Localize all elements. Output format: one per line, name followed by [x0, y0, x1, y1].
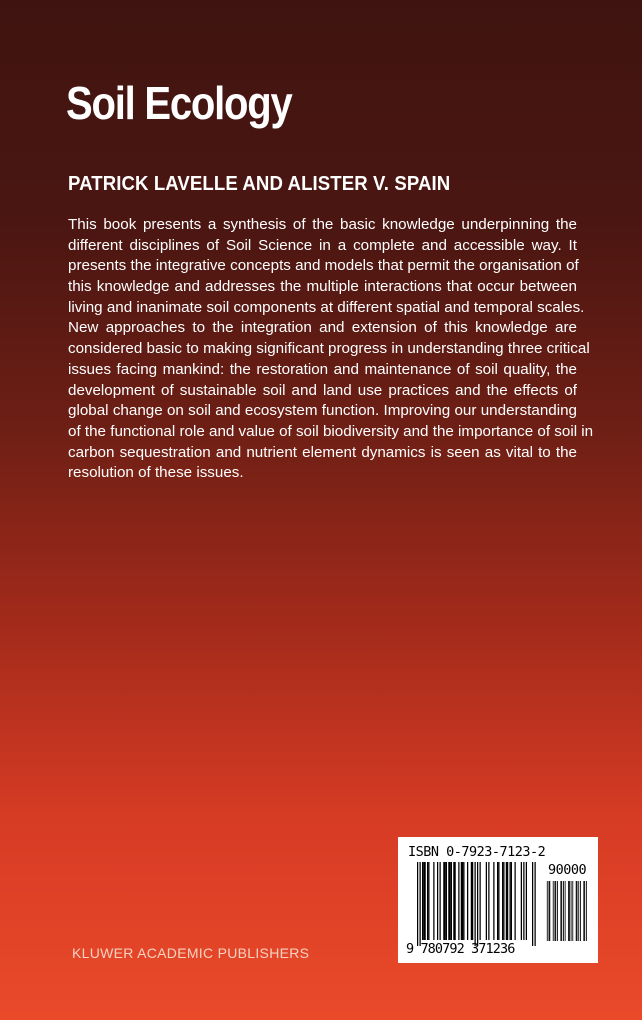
barcode-bar: [521, 862, 522, 940]
book-description: [68, 215, 594, 484]
addon-bar: [563, 881, 564, 941]
addon-bar: [568, 881, 569, 941]
addon-bar: [565, 881, 566, 941]
addon-bar: [555, 881, 556, 941]
description-line: different disciplines of Soil Science in a complete and accessible way. It: [68, 236, 577, 254]
barcode-bar: [451, 862, 452, 940]
barcode-bar: [446, 862, 447, 940]
addon-bar: [555, 881, 556, 941]
barcode-bar: [475, 862, 476, 946]
barcode-bar: [502, 862, 503, 940]
barcode-bar: [506, 862, 507, 940]
description-line: living and inanimate soil components at different spatial and temporal scales.: [68, 298, 585, 316]
barcode-bar: [437, 862, 438, 940]
description-line: issues facing mankind: the restoration and maintenance of soil quality, the: [68, 360, 577, 378]
barcode-bar: [428, 862, 429, 940]
barcode-bar: [526, 862, 527, 940]
addon-bar: [584, 881, 585, 941]
barcode-bar: [448, 862, 449, 940]
addon-bar: [578, 881, 579, 941]
description-line: development of sustainable soil and land use practices and the effects of: [68, 381, 577, 399]
addon-bar: [572, 881, 573, 941]
publisher-name: KLUWER ACADEMIC PUBLISHERS: [72, 945, 310, 961]
barcode-bar: [423, 862, 424, 940]
addon-bar: [557, 881, 558, 941]
ean-number: 9 780792 371236: [406, 941, 515, 957]
addon-bar: [576, 881, 577, 941]
addon-bar: [549, 881, 550, 941]
barcode-bar: [462, 862, 463, 940]
barcode-bar: [450, 862, 451, 940]
barcode-bar: [472, 862, 473, 940]
description-line: of the functional role and value of soil biodiversity and the importance of soil in: [68, 422, 594, 440]
barcode-bar: [427, 862, 428, 940]
barcode-bar: [445, 862, 446, 940]
addon-bar: [549, 881, 550, 941]
barcode-bar: [486, 862, 487, 940]
barcode-bar: [471, 862, 472, 940]
description-line: This book presents a synthesis of the basic knowledge underpinning the: [68, 216, 577, 233]
barcode-bar: [420, 862, 421, 946]
description-line: carbon sequestration and nutrient element dynamics is seen as vital to the: [68, 443, 577, 461]
barcode-bar: [523, 862, 524, 940]
barcode-bar: [433, 862, 434, 940]
isbn-label: ISBN 0-7923-7123-2: [408, 844, 546, 860]
addon-bar: [586, 881, 587, 941]
addon-bar: [580, 881, 581, 941]
barcode-bar: [488, 862, 489, 940]
addon-bar: [547, 881, 548, 941]
description-line: global change on soil and ecosystem function. Improving our understanding: [68, 402, 577, 420]
barcode-bar: [511, 862, 512, 940]
barcode-bar: [467, 862, 468, 940]
barcode-bar: [507, 862, 508, 940]
barcode-bar: [461, 862, 462, 940]
barcode-bar: [463, 862, 464, 940]
isbn-barcode: [398, 837, 598, 963]
barcode-bar: [453, 862, 454, 940]
barcode-bar: [532, 862, 533, 946]
addon-bar: [553, 881, 554, 941]
barcode-bar: [425, 862, 426, 940]
price-code: 90000: [548, 862, 587, 878]
addon-bar: [583, 881, 584, 941]
barcode-bar: [535, 862, 536, 946]
barcode-bar: [515, 862, 516, 940]
description-line: this knowledge and addresses the multiple interactions that occur between: [68, 278, 577, 296]
barcode-bar: [503, 862, 504, 940]
barcode-bar: [477, 862, 478, 946]
barcode-bar: [458, 862, 459, 940]
barcode-bar: [455, 862, 456, 940]
barcode-bar: [510, 862, 511, 940]
addon-bar: [569, 881, 570, 941]
addon-bar: [571, 881, 572, 941]
barcode-bar: [498, 862, 499, 940]
barcode-bar: [480, 862, 481, 940]
description-line: considered basic to making significant progress in understanding three critical: [68, 340, 590, 358]
barcode-bar: [422, 862, 423, 940]
barcode-bar: [417, 862, 418, 946]
description-line: New approaches to the integration and extension of this knowledge are: [68, 319, 577, 337]
addon-bar: [577, 881, 578, 941]
barcode-bar: [493, 862, 494, 940]
book-authors: PATRICK LAVELLE AND ALISTER V. SPAIN: [68, 173, 451, 195]
barcode-bar: [443, 862, 444, 940]
addon-bar: [561, 881, 562, 941]
description-line: resolution of these issues.: [68, 464, 244, 482]
book-title: Soil Ecology: [66, 77, 292, 129]
barcode-bar: [440, 862, 441, 940]
barcode-bar: [497, 862, 498, 940]
description-line: presents the integrative concepts and models that permit the organisation of: [68, 257, 579, 275]
addon-bar: [560, 881, 561, 941]
